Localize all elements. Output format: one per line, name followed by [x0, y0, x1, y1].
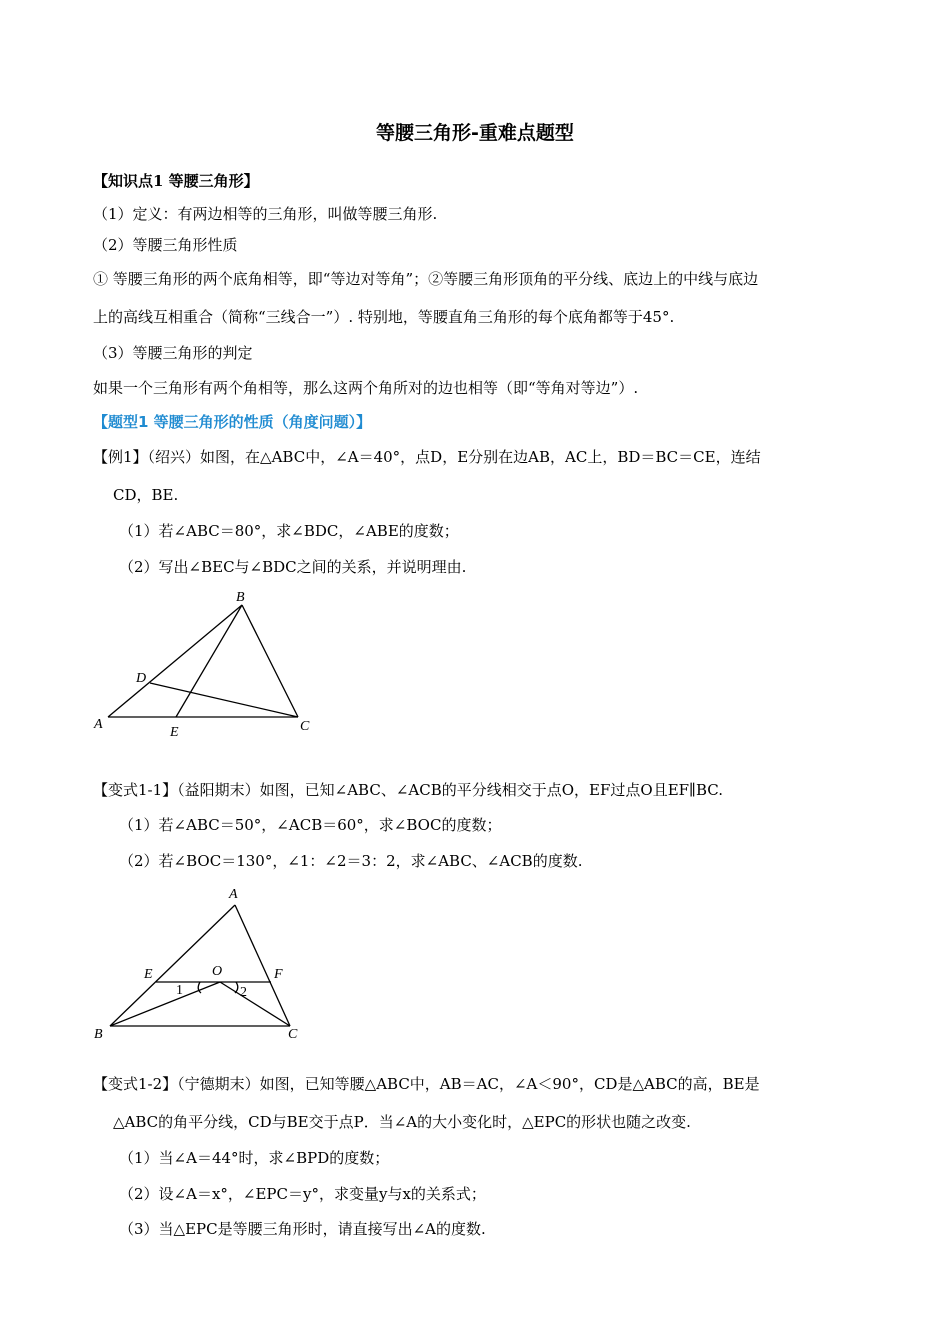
variant1-2-line-1: 【变式1-2】（宁德期末）如图，已知等腰△ABC中，AB＝AC，∠A＜90°，CD是△ABC的高，BE是 [93, 1075, 760, 1093]
knowledge-heading: 【知识点1 等腰三角形】 [93, 172, 259, 190]
label-a: A [229, 887, 238, 902]
variant1-2-question-3: （3）当△EPC是等腰三角形时，请直接写出∠A的度数. [119, 1220, 486, 1238]
label-a: A [94, 717, 103, 732]
label-angle-1: 1 [176, 983, 183, 998]
variant1-2-line-2: △ABC的角平分线，CD与BE交于点P．当∠A的大小变化时，△EPC的形状也随之改变. [113, 1113, 691, 1131]
property-line-1: ① 等腰三角形的两个底角相等，即“等边对等角”；②等腰三角形顶角的平分线、底边上的中线与底边 [93, 270, 759, 288]
property-heading: （2）等腰三角形性质 [93, 236, 238, 254]
example1-question-2: （2）写出∠BEC与∠BDC之间的关系，并说明理由. [119, 558, 467, 576]
label-angle-2: 2 [240, 985, 247, 1000]
page-title: 等腰三角形-重难点题型 [376, 122, 574, 144]
label-c: C [300, 719, 310, 734]
variant1-1-figure [90, 878, 320, 1048]
label-b: B [94, 1027, 103, 1042]
type1-heading: 【题型1 等腰三角形的性质（角度问题）】 [93, 413, 372, 431]
label-d: D [136, 671, 147, 686]
segment-bo [110, 982, 220, 1026]
variant1-2-question-1: （1）当∠A＝44°时，求∠BPD的度数； [119, 1149, 390, 1167]
angle-1-arc [198, 982, 201, 993]
segment-ab [108, 605, 242, 717]
judgement-text: 如果一个三角形有两个角相等，那么这两个角所对的边也相等（即“等角对等边”）. [93, 379, 639, 397]
judgement-heading: （3）等腰三角形的判定 [93, 344, 253, 362]
segment-bc [242, 605, 298, 717]
definition-text: （1）定义：有两边相等的三角形，叫做等腰三角形. [93, 205, 438, 223]
label-e: E [144, 967, 153, 982]
property-line-2: 上的高线互相重合（简称“三线合一”）. 特别地，等腰直角三角形的每个底角都等于45°. [93, 308, 675, 326]
variant1-2-question-2: （2）设∠A＝x°，∠EPC＝y°，求变量y与x的关系式； [119, 1185, 486, 1203]
label-f: F [274, 967, 283, 982]
variant1-1-line-1: 【变式1-1】（益阳期末）如图，已知∠ABC、∠ACB的平分线相交于点O，EF过点O且EF∥BC. [93, 781, 723, 799]
example1-line-2: CD，BE. [113, 486, 179, 504]
variant1-1-question-1: （1）若∠ABC＝50°，∠ACB＝60°，求∠BOC的度数； [119, 816, 502, 834]
example1-figure [90, 585, 330, 745]
label-b: B [236, 590, 245, 605]
segment-cd [150, 683, 298, 717]
label-c: C [288, 1027, 298, 1042]
example1-line-1: 【例1】（绍兴）如图，在△ABC中，∠A＝40°，点D，E分别在边AB，AC上，BD＝BC＝CE，连结 [93, 448, 761, 466]
label-e: E [170, 725, 179, 740]
segment-ac [235, 905, 290, 1026]
example1-question-1: （1）若∠ABC＝80°，求∠BDC，∠ABE的度数； [119, 522, 459, 540]
segment-be [176, 605, 242, 717]
label-o: O [212, 964, 223, 979]
variant1-1-question-2: （2）若∠BOC＝130°，∠1：∠2＝3：2，求∠ABC、∠ACB的度数. [119, 852, 583, 870]
